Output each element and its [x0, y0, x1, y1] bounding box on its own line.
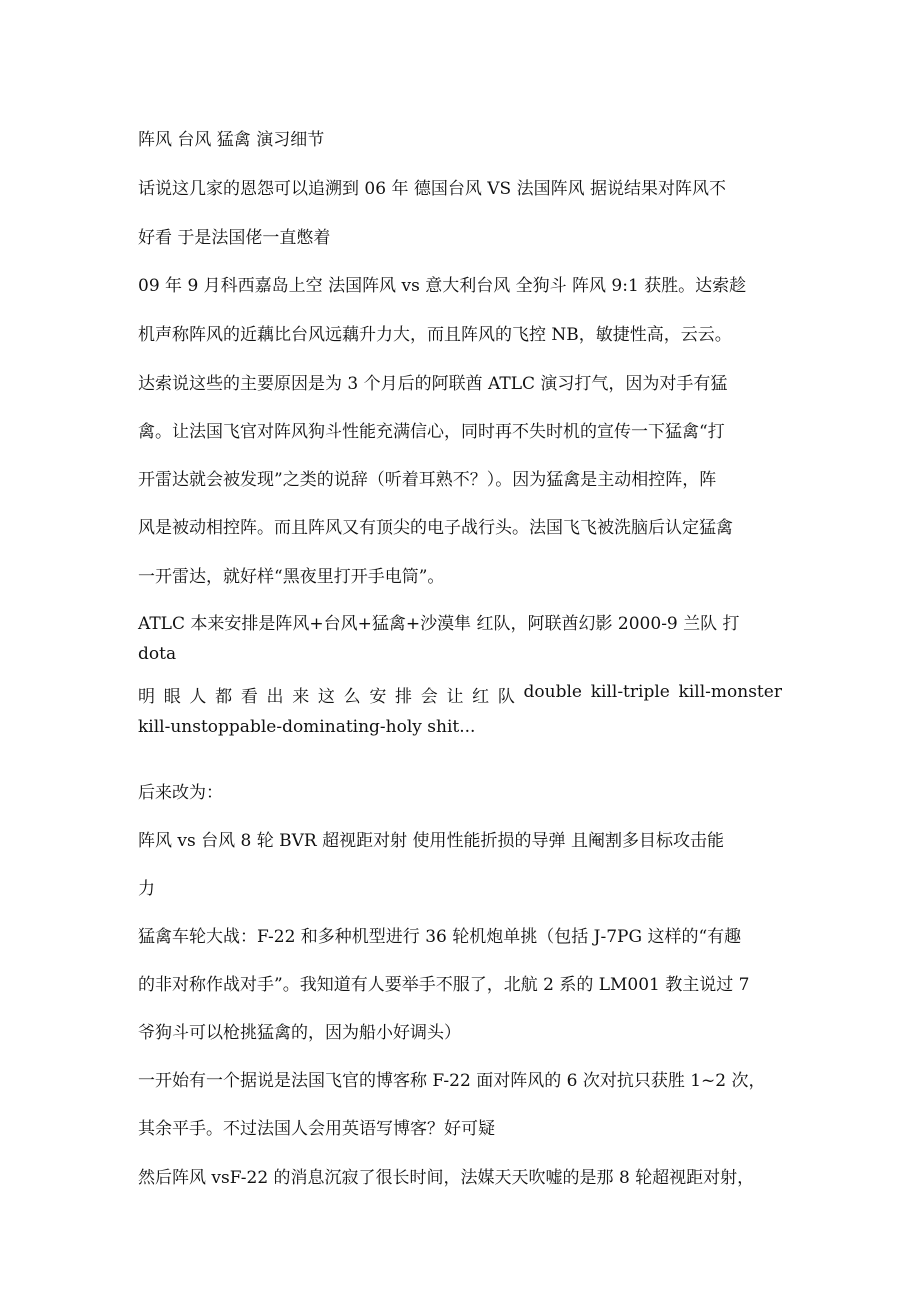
- justified-word: double: [523, 682, 582, 702]
- paragraph-line: 好看 于是法国佬一直憋着: [138, 228, 331, 248]
- document-page: [138, 0, 786, 1302]
- paragraph-line: 一开始有一个据说是法国飞官的博客称 F-22 面对阵风的 6 次对抗只获胜 1~2 次，: [138, 1071, 766, 1091]
- paragraph-line: 然后阵风 vsF-22 的消息沉寂了很长时间，法媒天天吹嘘的是那 8 轮超视距对射，: [138, 1168, 755, 1188]
- paragraph-line: 力: [138, 879, 155, 899]
- justified-word: 来: [292, 687, 310, 707]
- justified-word: 明: [138, 687, 155, 707]
- justified-word: kill-triple: [590, 682, 670, 702]
- paragraph-line: 猛禽车轮大战：F-22 和多种机型进行 36 轮机炮单挑（包括 J-7PG 这样的“有趣: [138, 927, 742, 947]
- paragraph-line: 开雷达就会被发现”之类的说辞（听着耳熟不？）。因为猛禽是主动相控阵，阵: [138, 470, 717, 490]
- justified-word: 看: [240, 687, 258, 707]
- justified-word: 人: [189, 687, 207, 707]
- justified-word: 会: [420, 687, 438, 707]
- paragraph-line: 禽。让法国飞官对阵风狗斗性能充满信心，同时再不失时机的宣传一下猛禽“打: [138, 422, 725, 442]
- paragraph-line: kill-unstoppable-dominating-holy shit...: [138, 717, 476, 737]
- paragraph-line: 话说这几家的恩怨可以追溯到 06 年 德国台风 VS 法国阵风 据说结果对阵风不: [138, 179, 726, 199]
- justified-word: 眼: [163, 687, 181, 707]
- paragraph-line: ATLC 本来安排是阵风+台风+猛禽+沙漠隼 红队，阿联酋幻影 2000-9 兰队 打: [138, 614, 740, 634]
- paragraph-line: 机声称阵风的近藕比台风远藕升力大，而且阵风的飞控 NB，敏捷性高，云云。: [138, 325, 732, 345]
- justified-word: 都: [215, 687, 233, 707]
- paragraph-line: dota: [138, 644, 177, 664]
- justified-line: [138, 682, 782, 707]
- justified-word: 红: [472, 687, 490, 707]
- paragraph-line: 爷狗斗可以枪挑猛禽的，因为船小好调头）: [138, 1023, 461, 1043]
- justified-word: 这: [317, 687, 335, 707]
- justified-word: kill-monster: [678, 682, 782, 702]
- paragraph-line: 09 年 9 月科西嘉岛上空 法国阵风 vs 意大利台风 全狗斗 阵风 9:1 获胜。达索趁: [138, 276, 747, 296]
- document-title: 阵风 台风 猛禽 演习细节: [138, 130, 325, 150]
- paragraph-line: 的非对称作战对手”。我知道有人要举手不服了，北航 2 系的 LM001 教主说过 7: [138, 975, 750, 995]
- paragraph-line: 其余平手。不过法国人会用英语写博客？好可疑: [138, 1119, 495, 1139]
- justified-word: 队: [497, 687, 515, 707]
- paragraph-line: 达索说这些的主要原因是为 3 个月后的阿联酋 ATLC 演习打气，因为对手有猛: [138, 374, 728, 394]
- justified-word: 么: [343, 687, 361, 707]
- paragraph-line: 后来改为：: [138, 783, 223, 803]
- paragraph-line: 风是被动相控阵。而且阵风又有顶尖的电子战行头。法国飞飞被洗脑后认定猛禽: [138, 518, 733, 538]
- paragraph-line: 阵风 vs 台风 8 轮 BVR 超视距对射 使用性能折损的导弹 且阉割多目标攻击能: [138, 831, 724, 851]
- justified-word: 让: [446, 687, 464, 707]
- paragraph-line: 一开雷达，就好样“黑夜里打开手电筒”。: [138, 567, 445, 587]
- justified-word: 安: [369, 687, 387, 707]
- justified-word: 出: [266, 687, 284, 707]
- justified-word: 排: [395, 687, 413, 707]
